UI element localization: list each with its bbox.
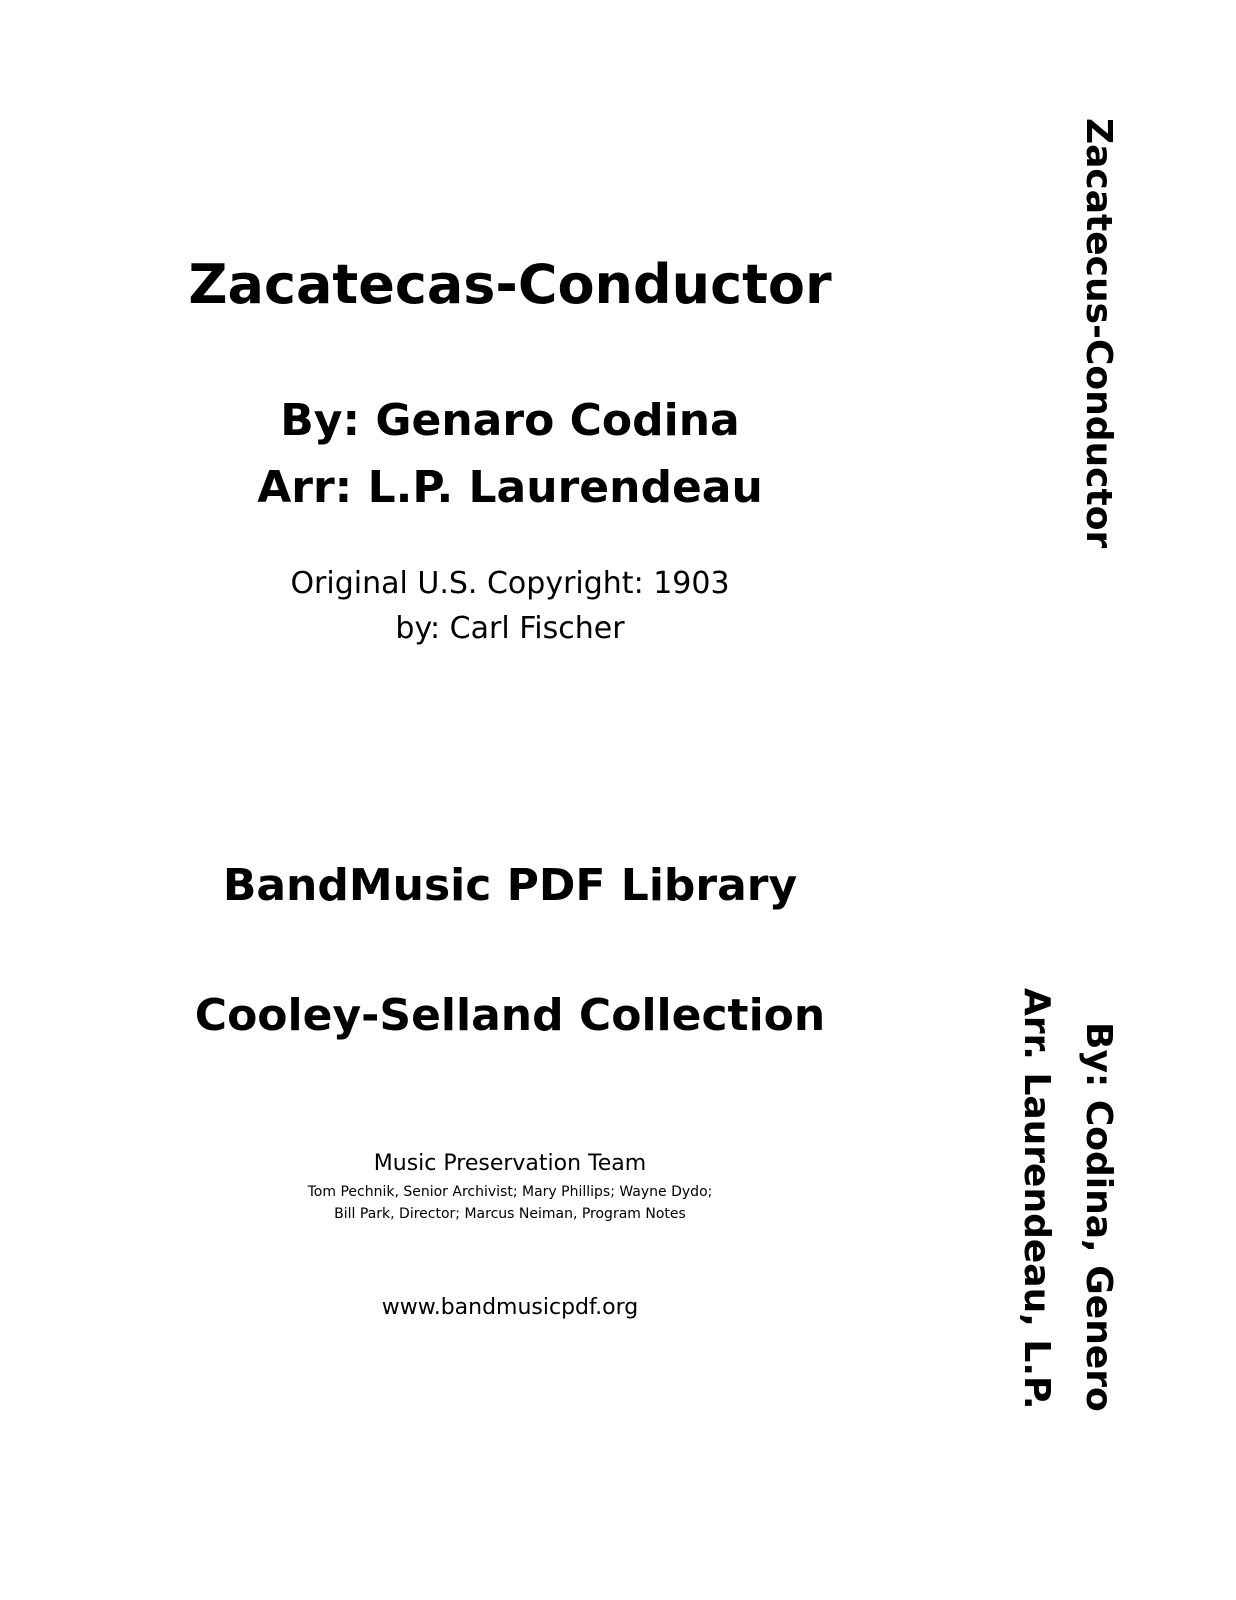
team-heading: Music Preservation Team — [373, 1151, 647, 1176]
team-members-line-1: Tom Pechnik, Senior Archivist; Mary Phillips; Wayne Dydo; — [307, 1184, 713, 1200]
spine-arranger: Arr. Laurendeau, L.P. — [1016, 988, 1057, 1410]
collection-name: Cooley-Selland Collection — [194, 990, 826, 1041]
website-link[interactable]: www.bandmusicpdf.org — [381, 1295, 639, 1320]
spine-title: Zacatecus-Conductor — [1078, 118, 1119, 549]
copyright-line: Original U.S. Copyright: 1903 — [290, 566, 730, 601]
publisher-line: by: Carl Fischer — [395, 611, 625, 646]
arranger-line: Arr: L.P. Laurendeau — [257, 462, 763, 513]
library-name: BandMusic PDF Library — [222, 860, 798, 911]
spine-composer: By: Codina, Genero — [1078, 1022, 1119, 1412]
composer-line: By: Genaro Codina — [280, 395, 740, 446]
page-title: Zacatecas-Conductor — [188, 253, 832, 316]
team-members-line-2: Bill Park, Director; Marcus Neiman, Program Notes — [334, 1206, 686, 1222]
